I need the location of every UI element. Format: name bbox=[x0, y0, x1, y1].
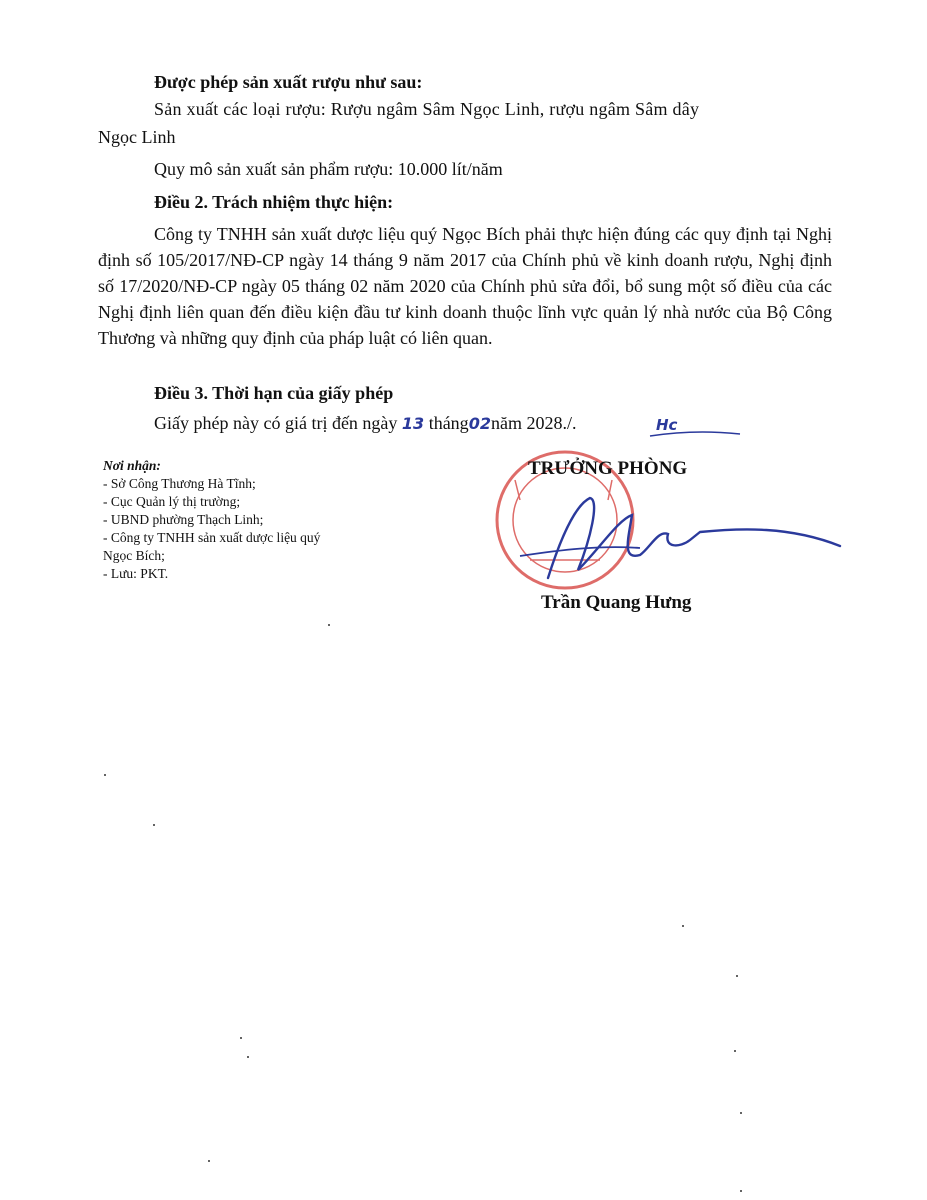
speck bbox=[247, 1056, 249, 1058]
speck bbox=[153, 824, 155, 826]
initials-underline bbox=[650, 432, 740, 436]
speck bbox=[740, 1190, 742, 1192]
speck bbox=[240, 1037, 242, 1039]
signatory-name: Trần Quang Hưng bbox=[541, 592, 692, 613]
article-3-title: Điều 3. Thời hạn của giấy phép bbox=[154, 383, 394, 403]
handwritten-initials: Hc bbox=[656, 416, 678, 434]
recipient-item: - UBND phường Thạch Linh; bbox=[103, 512, 264, 527]
recipient-item: Ngọc Bích; bbox=[103, 548, 165, 563]
signatory-position: TRƯỞNG PHÒNG bbox=[528, 458, 688, 479]
speck bbox=[208, 1160, 210, 1162]
products-line-2: Ngọc Linh bbox=[98, 127, 176, 147]
validity-prefix: Giấy phép này có giá trị đến ngày bbox=[154, 413, 398, 433]
recipient-item: - Sở Công Thương Hà Tĩnh; bbox=[103, 476, 256, 491]
signature-stroke bbox=[548, 498, 840, 578]
handwritten-month: 02 bbox=[468, 414, 491, 433]
production-scale: Quy mô sản xuất sản phẩm rượu: 10.000 lít/năm bbox=[154, 159, 503, 179]
permit-heading: Được phép sản xuất rượu như sau: bbox=[154, 72, 423, 92]
year-suffix: năm 2028./. bbox=[490, 413, 577, 433]
speck bbox=[682, 925, 684, 927]
month-word: tháng bbox=[428, 413, 469, 433]
handwritten-day: 13 bbox=[401, 414, 425, 433]
recipient-item: - Công ty TNHH sản xuất dược liệu quý bbox=[103, 530, 321, 545]
products-line-1: Sản xuất các loại rượu: Rượu ngâm Sâm Ngọc Linh, rượu ngâm Sâm dây bbox=[154, 99, 700, 119]
recipient-item: - Cục Quản lý thị trường; bbox=[103, 494, 241, 509]
speck bbox=[104, 774, 106, 776]
recipient-item: - Lưu: PKT. bbox=[103, 566, 169, 581]
speck bbox=[328, 624, 330, 626]
recipients-title: Nơi nhận: bbox=[103, 458, 161, 473]
article-2-title: Điều 2. Trách nhiệm thực hiện: bbox=[154, 192, 394, 212]
article-2-body: Công ty TNHH sản xuất dược liệu quý Ngọc Bích phải thực hiện đúng các quy định tại Nghị định số 105/2017/NĐ-CP ngày 14 tháng 9 năm 2017 của Chính phủ về kinh doanh rượu, Nghị định số 17/2020/NĐ-CP ngày 05 tháng 02 năm 2020 của Chính phủ sửa đổi, bổ sung một số điều của các Nghị định liên quan đến điều kiện đầu tư kinh doanh thuộc lĩnh vực quản lý nhà nước của Bộ Công Thương và những quy định của pháp luật có liên quan. bbox=[98, 224, 832, 348]
speck bbox=[736, 975, 738, 977]
speck bbox=[734, 1050, 736, 1052]
speck bbox=[740, 1112, 742, 1114]
